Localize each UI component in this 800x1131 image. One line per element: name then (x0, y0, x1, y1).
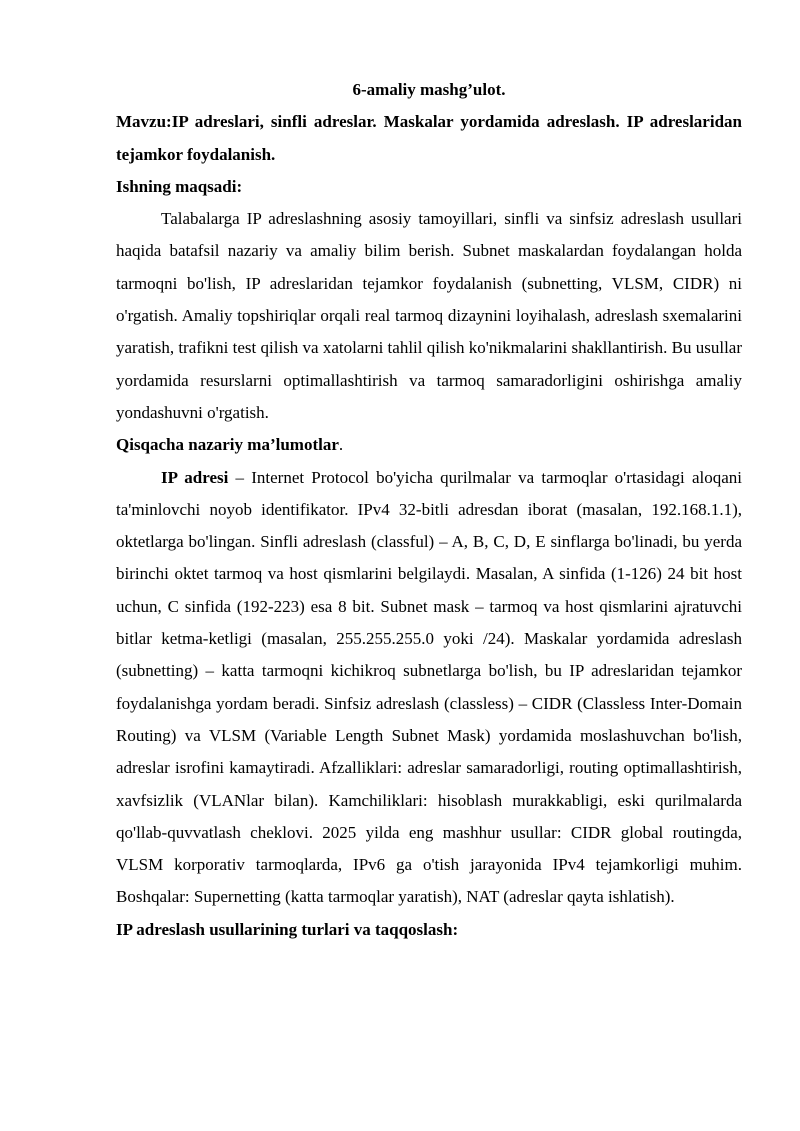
ip-definition: – Internet Protocol bo'yicha qurilmalar va tarmoqlar o'rtasidagi aloqani ta'minlovchi noyob identifikator. IPv4 32-bitli adresdan iborat (masalan, 192.168.1.1), oktetlarga bo'lingan. Sinfli adreslash (classful) – A, B, C, D, E sinflarga bo'linadi, bu yerda birinchi oktet tarmoq va host qismlarini belgilaydi. Masalan, A sinfida (1-126) 24 bit host uchun, C sinfida (192-223) esa 8 bit. Subnet mask – tarmoq va host qismlarini ajratuvchi bitlar ketma-ketligi (masalan, 255.255.255.0 yoki /24). Maskalar yordamida adreslash (subnetting) – katta tarmoqni kichikroq subnetlarga bo'lish, bu IP adreslaridan tejamkor foydalanishga yordam beradi. Sinfsiz adreslash (classless) – CIDR (Classless Inter-Domain Routing) va VLSM (Variable Length Subnet Mask) yordamida moslashuvchan bo'lish, adreslar isrofini kamaytiradi. Afzalliklari: adreslar samaradorligi, routing optimallashtirish, xavfsizlik (VLANlar bilan). Kamchiliklari: hisoblash murakkabligi, eski qurilmalarda qo'llab-quvvatlash cheklovi. 2025 yilda eng mashhur usullar: CIDR global routingda, VLSM korporativ tarmoqlarda, IPv6 ga o'tish jarayonida IPv4 tejamkorligi muhim. Boshqalar: Supernetting (katta tarmoqlar yaratish), NAT (adreslar qayta ishlatish). (116, 467, 743, 907)
ip-paragraph (116, 462, 742, 914)
theory-heading: Qisqacha nazariy ma’lumotlar (116, 435, 339, 455)
topic-paragraph: Mavzu:IP adreslari, sinfli adreslar. Maskalar yordamida adreslash. IP adreslaridan tejamkor foydalanish. (116, 112, 742, 164)
document-title: 6-amaliy mashg’ulot. (352, 80, 506, 99)
types-heading: IP adreslash usullarining turlari va taqqoslash: (116, 919, 459, 939)
document-body (116, 74, 742, 946)
ip-term: IP adresi (161, 467, 229, 487)
goal-paragraph: Talabalarga IP adreslashning asosiy tamoyillari, sinfli va sinfsiz adreslash usullari haqida batafsil nazariy va amaliy bilim berish. Subnet maskalardan foydalangan holda tarmoqni bo'lish, IP adreslaridan tejamkor foydalanish (subnetting, VLSM, CIDR) ni o'rgatish. Amaliy topshiriqlar orqali real tarmoq dizaynini loyihalash, adreslash sxemalarini yaratish, trafikni test qilish va xatolarni tahlil qilish ko'nikmalarini shakllantirish. Bu usullar yordamida resurslarni optimallashtirish va tarmoq samaradorligini oshirishga amaliy yondashuvni o'rgatish. (116, 209, 742, 422)
theory-heading-line (116, 429, 742, 461)
goal-heading: Ishning maqsadi: (116, 176, 243, 196)
theory-heading-suffix: . (338, 435, 344, 455)
